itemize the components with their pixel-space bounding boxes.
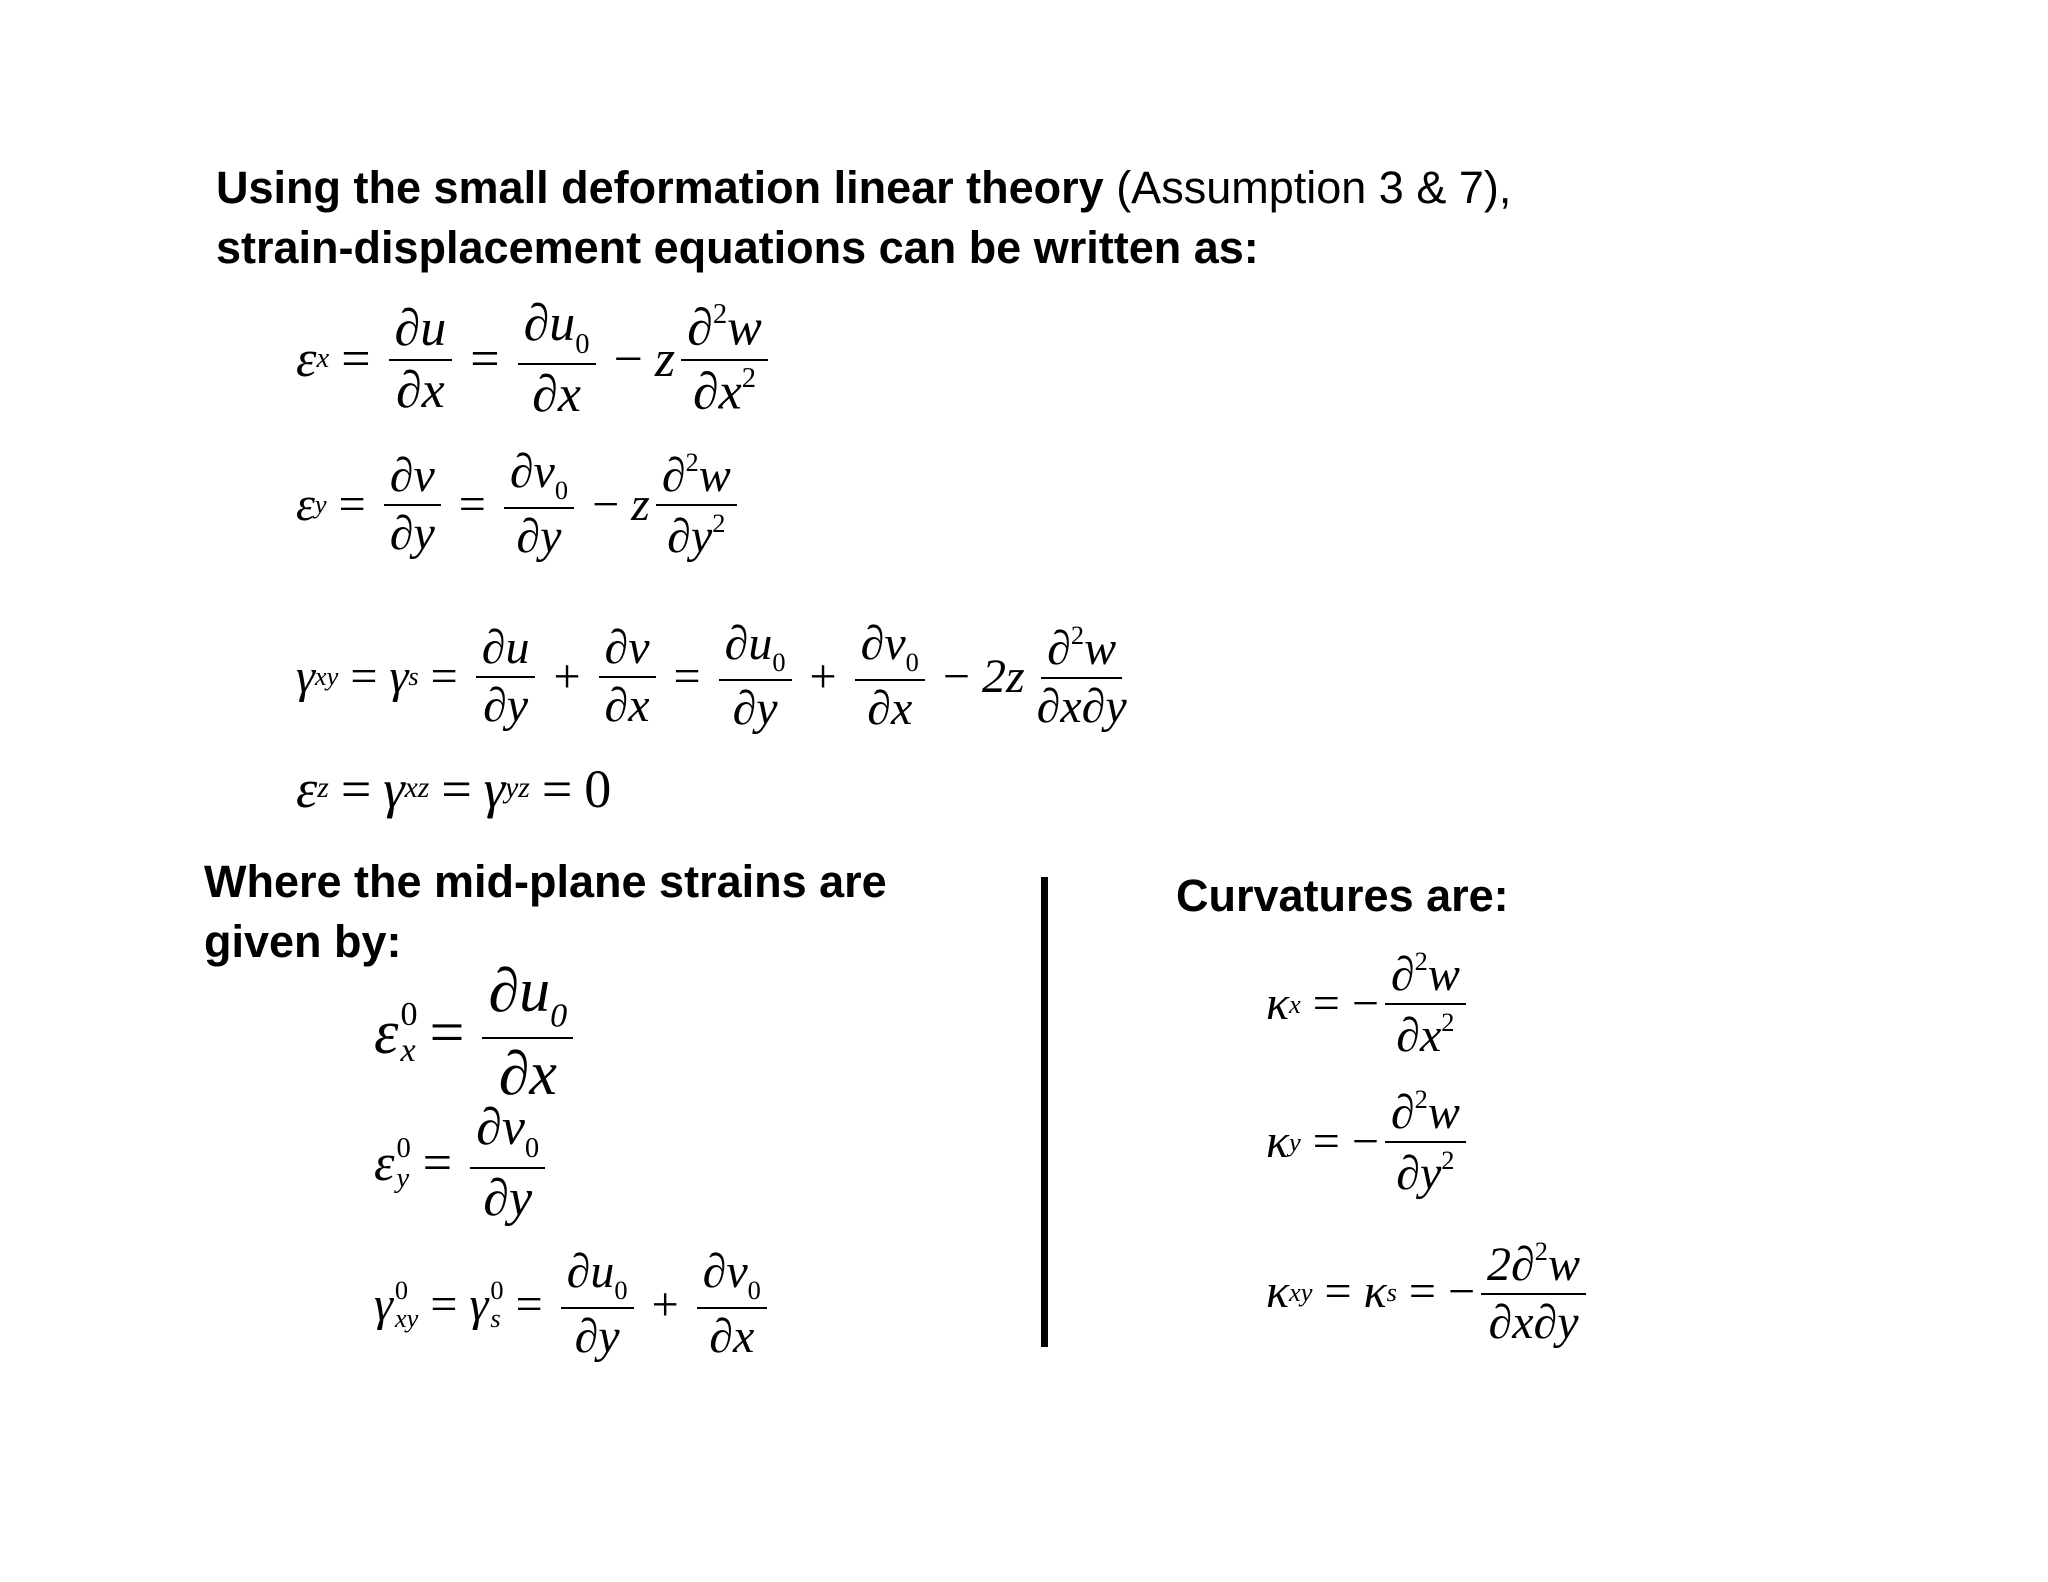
equation-gamma-xy: γ xy = γ s = $\frac{\partial u}{\partial y}$ + $\frac{\partial v}{\partial x}$ = $\frac{\partial u_0}{\partial y}$ + $\frac{\partial v_0}{\partial x}$ − 2z $\frac{\partial^2w}{\partial x\partial y}$ [296, 617, 1127, 736]
equation-epsilon-y: ε y = $\frac{\partial v}{\partial y}$ = $\frac{\partial v_0}{\partial y}$ − z $\frac{\partial^2w}{\partial y^2}$ [296, 448, 743, 561]
equation-kappa-x: κ x = − $\frac{\partial^2w}{\partial x^2}$ [1266, 948, 1472, 1060]
intro-bold: Using the small deformation linear theory [216, 162, 1104, 213]
curvatures-heading: Curvatures are: [1176, 870, 1509, 921]
equation-zero-strains: ε z = γ xz = γ yz = 0 [296, 759, 612, 819]
midplane-heading: Where the mid-plane strains are given by: [204, 856, 887, 967]
equation-midplane-gamma-xy: γ 0 xy = γ 0 s = $\frac{\partial u_0}{\partial y}$ + $\frac{\partial v_0}{\partial x}$ [374, 1248, 773, 1361]
equation-epsilon-x: ε x = $\frac{\partial u}{\partial x}$ = $\frac{\partial u_0}{\partial x}$ − z $\frac{\partial^2w}{\partial x^2}$ [296, 298, 774, 421]
intro-rest: (Assumption 3 & 7), [1103, 162, 1512, 213]
equation-midplane-epsilon-x: ε 0 x = $\frac{\partial u_0}{\partial x}$ [374, 960, 579, 1105]
equation-midplane-epsilon-y: ε 0 y = $\frac{\partial v_0}{\partial y}$ [374, 1102, 551, 1225]
equation-kappa-xy: κ xy = κ s = − $\frac{2\partial^2w}{\partial x\partial y}$ [1266, 1238, 1592, 1347]
equation-kappa-y: κ y = − $\frac{\partial^2w}{\partial y^2}$ [1266, 1086, 1472, 1198]
intro-text [216, 158, 1511, 278]
intro-line-2: strain-displacement equations can be written as: [216, 222, 1259, 273]
vertical-divider [1041, 877, 1048, 1347]
